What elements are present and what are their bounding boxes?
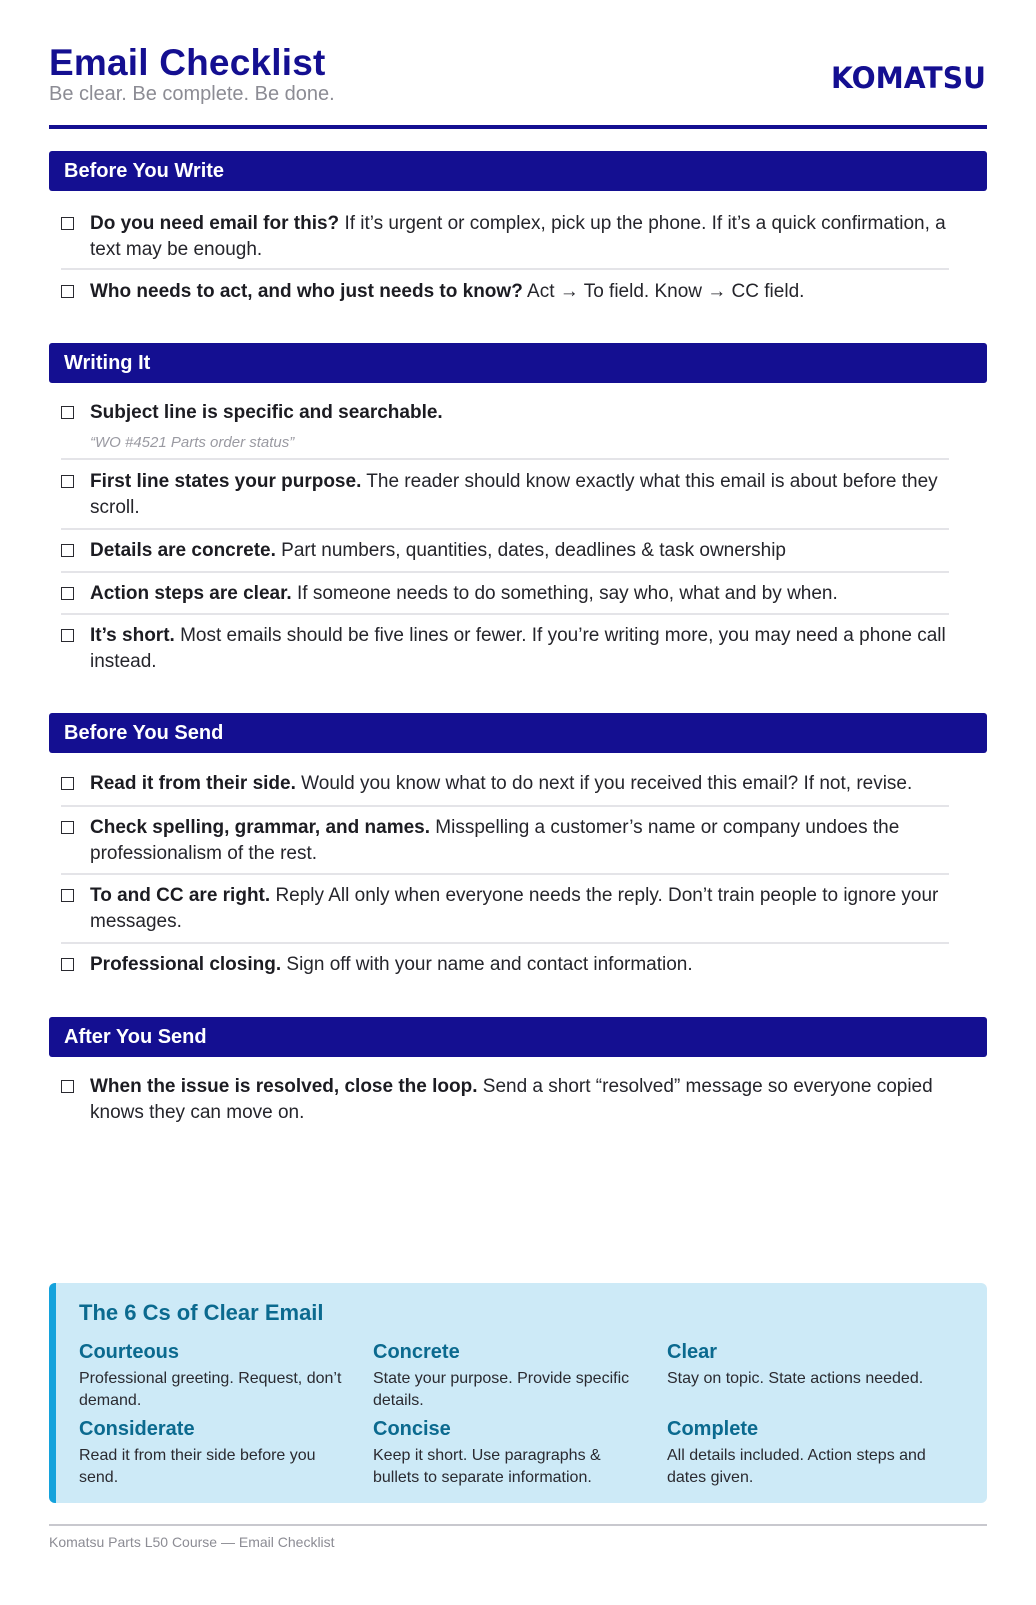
checklist-item (61, 581, 975, 607)
six-cs-name: Courteous (79, 1341, 179, 1363)
six-cs-panel (49, 1283, 987, 1503)
page-footer: Komatsu Parts L50 Course — Email Checklist (49, 1534, 335, 1550)
item-text: Sign off with your name and contact information. (286, 954, 693, 975)
six-cs-name: Concrete (373, 1341, 460, 1363)
checkbox[interactable] (61, 217, 74, 230)
section-header-before-you-write: Before You Write (49, 151, 987, 191)
six-cs-desc: Read it from their side before you send. (79, 1447, 316, 1486)
six-cs-item-concise (373, 1417, 643, 1489)
checkbox[interactable] (61, 777, 74, 790)
checkbox[interactable] (61, 406, 74, 419)
svg-text:KOMATSU: KOMATSU (831, 61, 986, 92)
item-divider (61, 942, 949, 944)
item-text: Misspelling a customer’s name or company undoes the professionalism of the rest. (90, 817, 900, 864)
checklist-page (49, 0, 987, 1605)
checkbox[interactable] (61, 821, 74, 834)
six-cs-name: Complete (667, 1418, 759, 1440)
six-cs-desc: All details included. Action steps and dates given. (667, 1447, 926, 1486)
item-lead: Do you need email for this? (90, 213, 340, 234)
six-cs-name: Clear (667, 1341, 718, 1363)
checklist-item (61, 211, 975, 263)
checkbox[interactable] (61, 544, 74, 557)
item-lead: Action steps are clear. (90, 583, 292, 604)
item-divider (61, 873, 949, 875)
six-cs-item-concrete (373, 1340, 643, 1412)
checklist-item (61, 279, 975, 305)
header-rule (49, 125, 987, 129)
checklist-item (61, 771, 975, 797)
komatsu-logo (829, 58, 987, 92)
item-lead: Who needs to act, and who just needs to know? (90, 281, 523, 302)
checkbox[interactable] (61, 285, 74, 298)
checklist-item (61, 883, 975, 935)
checklist-item (61, 952, 975, 978)
section-header-after-you-send: After You Send (49, 1017, 987, 1057)
checklist-item (61, 400, 975, 456)
six-cs-item-complete (667, 1417, 937, 1489)
item-text: Would you know what to do next if you received this email? If not, revise. (301, 773, 913, 794)
item-text: Send a short “resolved” message so everyone copied knows they can move on. (90, 1076, 933, 1123)
item-text: Most emails should be five lines or fewer. If you’re writing more, you may need a phone call instead. (90, 625, 946, 672)
checklist-item (61, 538, 975, 564)
checkbox[interactable] (61, 889, 74, 902)
item-divider (61, 458, 949, 460)
item-text: Part numbers, quantities, dates, deadlines & task ownership (281, 540, 786, 561)
six-cs-name: Considerate (79, 1418, 195, 1440)
section-header-before-you-send: Before You Send (49, 713, 987, 753)
item-lead: First line states your purpose. (90, 471, 362, 492)
six-cs-title: The 6 Cs of Clear Email (79, 1300, 324, 1325)
six-cs-name: Concise (373, 1418, 451, 1440)
six-cs-desc: Stay on topic. State actions needed. (667, 1370, 924, 1387)
checkbox[interactable] (61, 475, 74, 488)
page-header (49, 38, 987, 128)
item-example: “WO #4521 Parts order status” (90, 434, 295, 451)
item-divider (61, 528, 949, 530)
item-divider (61, 805, 949, 807)
item-text: If someone needs to do something, say who, what and by when. (297, 583, 838, 604)
item-lead: Check spelling, grammar, and names. (90, 817, 431, 838)
item-lead: When the issue is resolved, close the loop. (90, 1076, 478, 1097)
six-cs-item-courteous (79, 1340, 349, 1412)
item-divider (61, 571, 949, 573)
item-lead: It’s short. (90, 625, 175, 646)
six-cs-desc: Keep it short. Use paragraphs & bullets to separate information. (373, 1447, 601, 1486)
item-divider (61, 613, 949, 615)
page-subtitle: Be clear. Be complete. Be done. (49, 83, 335, 105)
checklist-item (61, 623, 975, 675)
panel-accent-stripe (49, 1283, 56, 1503)
item-text: The reader should know exactly what this email is about before they scroll. (90, 471, 938, 518)
checkbox[interactable] (61, 1080, 74, 1093)
item-lead: Details are concrete. (90, 540, 276, 561)
item-lead: To and CC are right. (90, 885, 271, 906)
item-lead: Subject line is specific and searchable. (90, 402, 443, 423)
checklist-item (61, 1074, 975, 1126)
six-cs-item-considerate (79, 1417, 349, 1489)
item-lead: Read it from their side. (90, 773, 296, 794)
six-cs-item-clear (667, 1340, 937, 1390)
checkbox[interactable] (61, 958, 74, 971)
footer-rule (49, 1524, 987, 1526)
item-text: Act → To field. Know → CC field. (527, 281, 805, 302)
checklist-item (61, 469, 975, 521)
checklist-item (61, 815, 975, 867)
checkbox[interactable] (61, 587, 74, 600)
item-lead: Professional closing. (90, 954, 282, 975)
item-text: Reply All only when everyone needs the reply. Don’t train people to ignore your messages. (90, 885, 939, 932)
six-cs-desc: State your purpose. Provide specific details. (373, 1370, 630, 1409)
page-title: Email Checklist (49, 42, 326, 83)
six-cs-desc: Professional greeting. Request, don’t demand. (79, 1370, 342, 1409)
section-header-writing-it: Writing It (49, 343, 987, 383)
checkbox[interactable] (61, 629, 74, 642)
item-divider (61, 268, 949, 270)
item-text: If it’s urgent or complex, pick up the phone. If it’s a quick confirmation, a text may be enough. (90, 213, 946, 260)
